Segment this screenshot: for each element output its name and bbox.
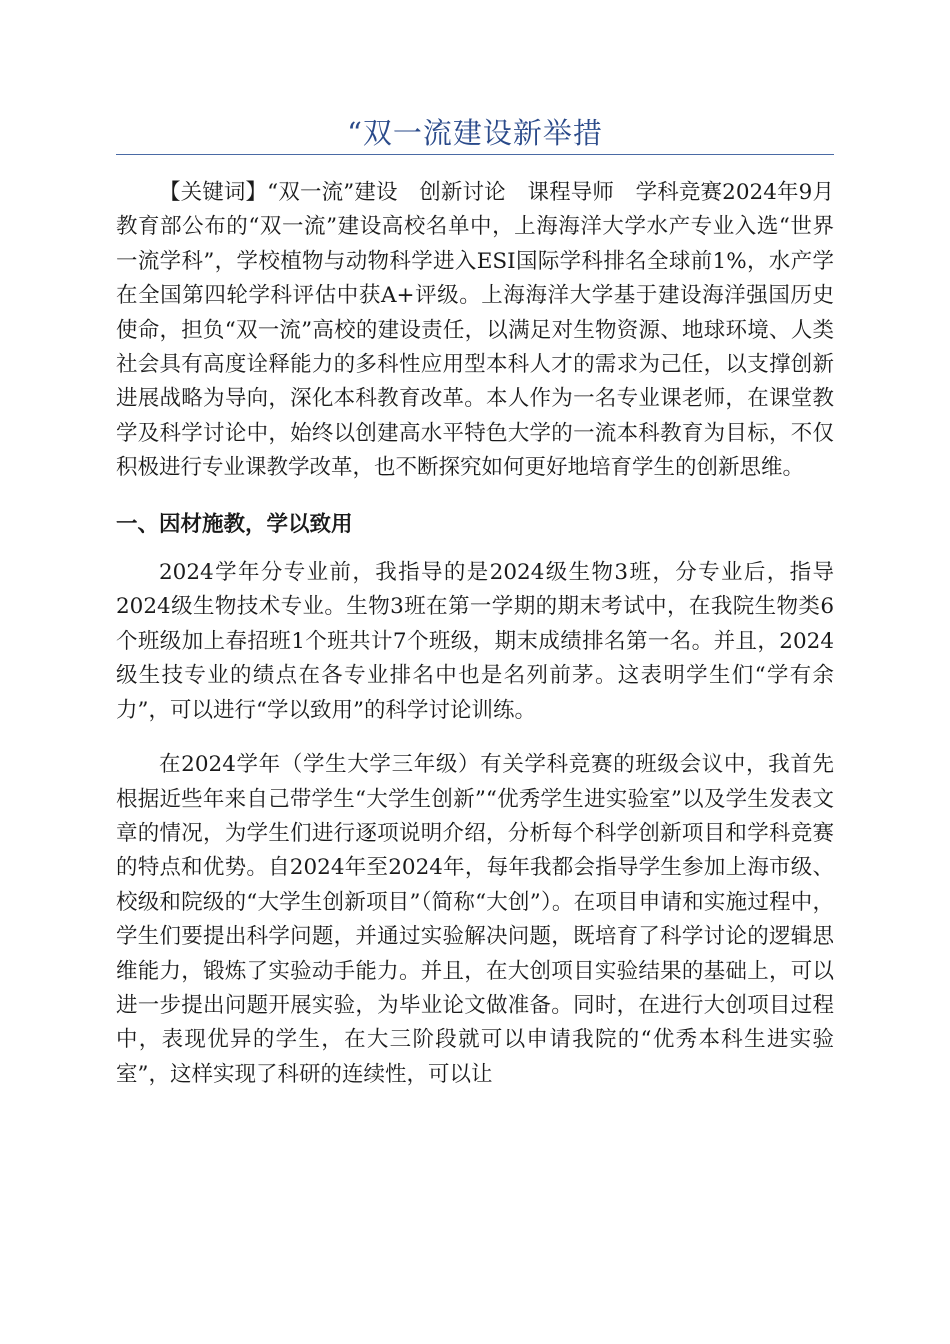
section-heading-1: 一、因材施教，学以致用 [116, 511, 353, 537]
intro-paragraph: 【关键词】“双一流”建设 创新讨论 课程导师 学科竞赛2024年9月教育部公布的“双一流”建设高校名单中，上海海洋大学水产专业入选“世界一流学科”，学校植物与动物科学进入ESI国际学科排名全球前1%，水产学在全国第四轮学科评估中获A+评级。上海海洋大学基于建设海洋强国历史使命，担负“双一流”高校的建设责任，以满足对生物资源、地球环境、人类社会具有高度诠释能力的多科性应用型本科人才的需求为己任，以支撑创新进展战略为导向，深化本科教育改革。本人作为一名专业课老师，在课堂教学及科学讨论中，始终以创建高水平特色大学的一流本科教育为目标，不仅积极进行专业课教学改革，也不断探究如何更好地培育学生的创新思维。 [116, 180, 834, 481]
document-title: “双一流建设新举措 [347, 116, 603, 150]
section1-paragraph-2: 在2024学年（学生大学三年级）有关学科竞赛的班级会议中，我首先根据近些年来自己带学生“大学生创新”“优秀学生进实验室”以及学生发表文章的情况，为学生们进行逐项说明介绍，分析每个科学创新项目和学科竞赛的特点和优势。自2024年至2024年，每年我都会指导学生参加上海市级、校级和院级的“大学生创新项目”（简称“大创”）。在项目申请和实施过程中，学生们要提出科学问题，并通过实验解决问题，既培育了科学讨论的逻辑思维能力，锻炼了实验动手能力。并且，在大创项目实验结果的基础上，可以进一步提出问题开展实验，为毕业论文做准备。同时，在进行大创项目过程中，表现优异的学生，在大三阶段就可以申请我院的“优秀本科生进实验室”，这样实现了科研的连续性，可以让 [116, 752, 834, 1087]
document-body [116, 176, 834, 1092]
title-divider [116, 154, 834, 155]
section1-paragraph-1: 2024学年分专业前，我指导的是2024级生物3班，分专业后，指导2024级生物技术专业。生物3班在第一学期的期末考试中，在我院生物类6个班级加上春招班1个班共计7个班级，期末成绩排名第一名。并且，2024级生技专业的绩点在各专业排名中也是名列前茅。这表明学生们“学有余力”，可以进行“学以致用”的科学讨论训练。 [116, 560, 834, 723]
